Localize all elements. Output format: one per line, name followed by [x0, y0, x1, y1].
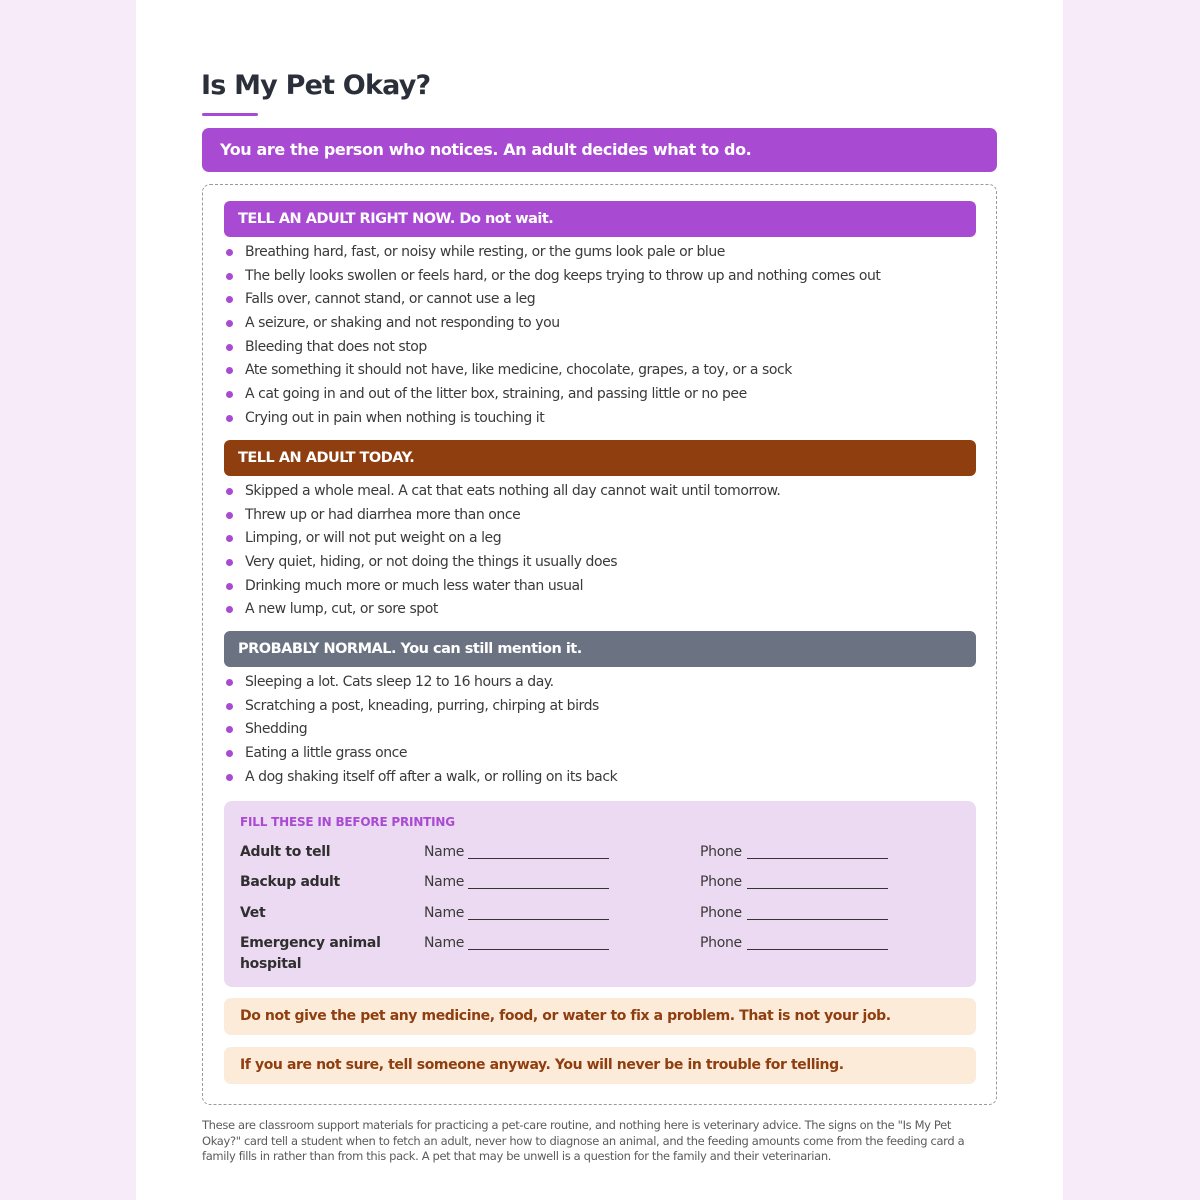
section-header-bold: TELL AN ADULT RIGHT NOW. [238, 211, 455, 227]
reassurance-note: If you are not sure, tell someone anyway. You will never be in trouble for telling. [224, 1047, 976, 1084]
phone-label: Phone [700, 844, 742, 860]
phone-blank[interactable] [747, 919, 888, 920]
title-underline [202, 113, 258, 116]
contact-row [224, 842, 976, 872]
list-item: Shedding [224, 719, 617, 743]
section-header-normal [224, 631, 976, 667]
list-item: Limping, or will not put weight on a leg [224, 528, 780, 552]
list-item: Drinking much more or much less water than usual [224, 576, 780, 600]
list-item: Scratching a post, kneading, purring, chirping at birds [224, 696, 617, 720]
phone-label: Phone [700, 874, 742, 890]
name-blank[interactable] [468, 858, 609, 859]
name-label: Name [424, 935, 465, 951]
section-header-bold: TELL AN ADULT TODAY. [238, 450, 415, 466]
page-title: Is My Pet Okay? [201, 70, 431, 101]
list-item: A seizure, or shaking and not responding to you [224, 313, 880, 337]
phone-blank[interactable] [747, 888, 888, 889]
section-header-right-now [224, 201, 976, 237]
section-header-rest: Do not wait. [454, 211, 554, 227]
list-item: Threw up or had diarrhea more than once [224, 505, 780, 529]
list-item: Bleeding that does not stop [224, 337, 880, 361]
contacts-label: FILL THESE IN BEFORE PRINTING [240, 815, 455, 829]
list-item: Breathing hard, fast, or noisy while resting, or the gums look pale or blue [224, 242, 880, 266]
phone-label: Phone [700, 935, 742, 951]
list-probably-normal [224, 672, 617, 790]
list-item: Sleeping a lot. Cats sleep 12 to 16 hours a day. [224, 672, 617, 696]
list-item: Skipped a whole meal. A cat that eats nothing all day cannot wait until tomorrow. [224, 481, 780, 505]
list-item: A cat going in and out of the litter box, straining, and passing little or no pee [224, 384, 880, 408]
contact-role: Emergency animal hospital [240, 935, 381, 972]
disclaimer-footer: These are classroom support materials for practicing a pet-care routine, and nothing here is veterinary advice. The signs on the "Is My Pet Okay?" card tell a student when to fetch an adult, never how to diagnose an animal, and the feeding amounts come from the feeding card a family fills in rather than from this pack. A pet that may be unwell is a question for the family and their veterinarian. [202, 1118, 965, 1163]
contact-role: Vet [240, 905, 266, 921]
phone-label: Phone [700, 905, 742, 921]
name-label: Name [424, 905, 465, 921]
contact-row [224, 903, 976, 933]
worksheet-page [136, 0, 1063, 1200]
list-right-now [224, 242, 880, 432]
name-label: Name [424, 844, 465, 860]
list-item: Crying out in pain when nothing is touching it [224, 408, 880, 432]
section-header-rest: You can still mention it. [396, 641, 582, 657]
phone-blank[interactable] [747, 949, 888, 950]
contacts-box [224, 801, 976, 987]
contact-row [224, 872, 976, 902]
name-blank[interactable] [468, 949, 609, 950]
contact-row [224, 933, 976, 977]
name-blank[interactable] [468, 888, 609, 889]
list-today [224, 481, 780, 623]
signs-card [202, 184, 997, 1105]
section-header-bold: PROBABLY NORMAL. [238, 641, 396, 657]
section-header-today [224, 440, 976, 476]
list-item: Eating a little grass once [224, 743, 617, 767]
contact-role: Adult to tell [240, 844, 331, 860]
list-item: Very quiet, hiding, or not doing the things it usually does [224, 552, 780, 576]
list-item: A new lump, cut, or sore spot [224, 599, 780, 623]
list-item: The belly looks swollen or feels hard, or the dog keeps trying to throw up and nothing comes out [224, 266, 880, 290]
list-item: Ate something it should not have, like medicine, chocolate, grapes, a toy, or a sock [224, 360, 880, 384]
warning-note: Do not give the pet any medicine, food, or water to fix a problem. That is not your job. [224, 998, 976, 1035]
name-label: Name [424, 874, 465, 890]
list-item: Falls over, cannot stand, or cannot use a leg [224, 289, 880, 313]
phone-blank[interactable] [747, 858, 888, 859]
name-blank[interactable] [468, 919, 609, 920]
intro-banner: You are the person who notices. An adult decides what to do. [202, 128, 997, 172]
contact-role: Backup adult [240, 874, 340, 890]
list-item: A dog shaking itself off after a walk, or rolling on its back [224, 767, 617, 791]
